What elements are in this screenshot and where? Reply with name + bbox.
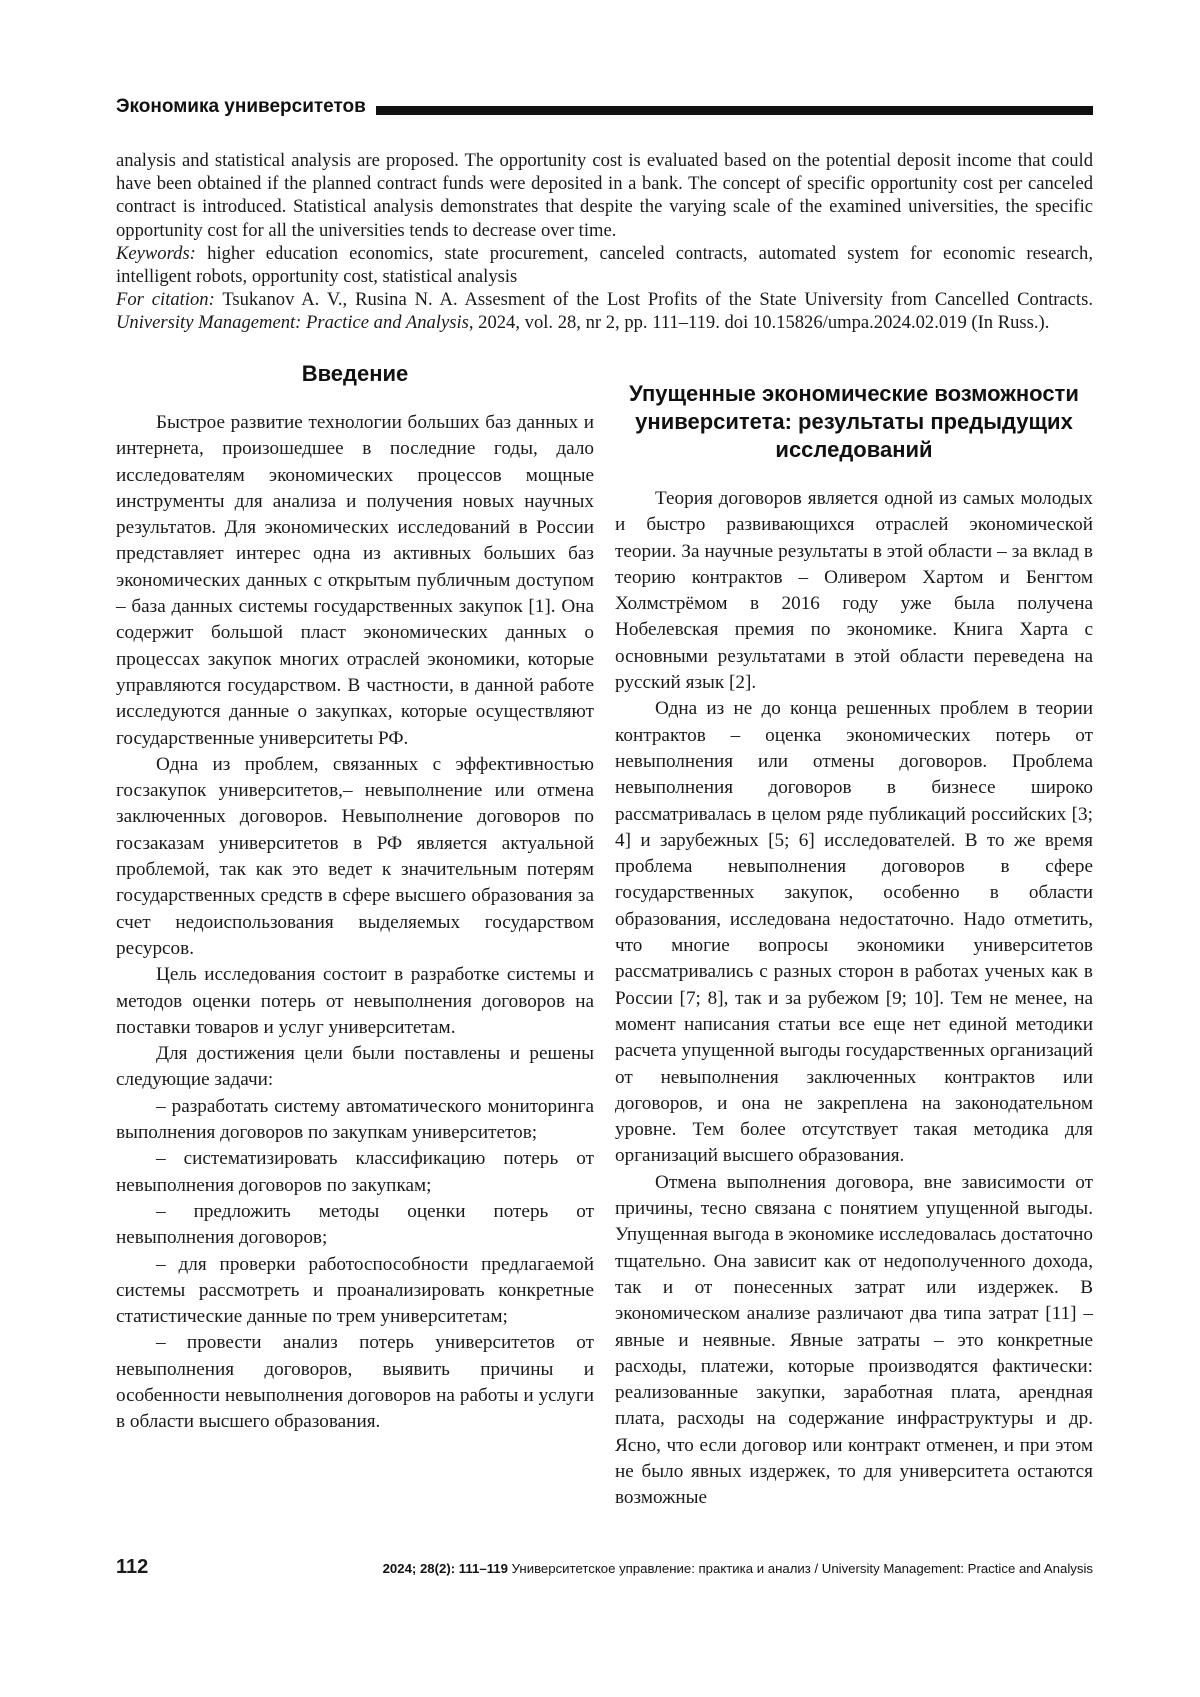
list-item: – систематизировать классификацию потерь от невыполнения договоров по закупкам; [116, 1148, 594, 1196]
left-column [116, 360, 594, 1436]
page-footer [116, 1556, 1093, 1579]
header-rule [376, 106, 1093, 115]
paragraph: Одна из не до конца решенных проблем в теории контрактов – оценка экономических потерь от невыполнения или отмены договоров. Проблема невыполнения договоров в бизнесе широко рассматривалась в целом ряде публикаций российских [3; 4] и зарубежных [5; 6] исследователей. В то же время проблема невыполнения договоров в сфере государственных закупок, особенно в области образования, исследована недостаточно. Надо отметить, что многие вопросы экономики университетов рассматривались с разных сторон в работах ученых как в России [7; 8], так и за рубежом [9; 10]. Тем не менее, на момент написания статьи все еще нет единой методики расчета упущенной выгоды государственных организаций от невыполнения заключенных контрактов или договоров, и она не закреплена на законодательном уровне. Тем более отсутствует такая методика для организаций высшего образования. [615, 698, 1093, 1167]
citation-line [116, 288, 1093, 334]
section-title: Экономика университетов [116, 96, 366, 117]
right-column [615, 380, 1093, 1512]
abstract-text: analysis and statistical analysis are proposed. The opportunity cost is evaluated based on the potential deposit income that could have been obtained if the planned contract funds were deposited in a bank. The concept of specific opportunity cost per canceled contract is introduced. Statistical analysis demonstrates that despite the varying scale of the examined universities, the specific opportunity cost for all the universities tends to decrease over time. [116, 150, 1093, 241]
citation-rest: , 2024, vol. 28, nr 2, pp. 111–119. doi 10.15826/umpa.2024.02.019 (In Russ.). [468, 312, 1050, 334]
citation-label: For citation: [116, 289, 215, 311]
paragraph: Для достижения цели были поставлены и решены следующие задачи: [116, 1043, 594, 1091]
citation-authors: Tsukanov A. V., Rusina N. A. Assesment of the Lost Profits of the State University from Cancelled Contracts. [214, 289, 1093, 311]
keywords-text: higher education economics, state procurement, canceled contracts, automated system for economic research, intelligent robots, opportunity cost, statistical analysis [116, 242, 1093, 288]
paragraph: Цель исследования состоит в разработке системы и методов оценки потерь от невыполнения договоров на поставки товаров и услуг университетам. [116, 964, 594, 1038]
paragraph: Теория договоров является одной из самых молодых и быстро развивающихся отраслей экономической теории. За научные результаты в этой области – за вклад в теорию контрактов – Оливером Хартом и Бенгтом Холмстрёмом в 2016 году уже была получена Нобелевская премия по экономике. Книга Харта с основными результатами в этой области переведена на русский язык [2]. [615, 488, 1093, 694]
list-item: – для проверки работоспособности предлагаемой системы рассмотреть и проанализировать конкретные статистические данные по трем университетам; [116, 1253, 594, 1328]
issue-info: 2024; 28(2): 111–119 [382, 1561, 508, 1576]
section-heading-previous-research: Упущенные экономические возможности университета: результаты предыдущих исследований [629, 381, 1079, 462]
list-item: – разработать систему автоматического мониторинга выполнения договоров по закупкам университетов; [116, 1095, 594, 1144]
page-number: 112 [116, 1556, 149, 1578]
paragraph: Одна из проблем, связанных с эффективностью госзакупок университетов,– невыполнение или отмена заключенных договоров. Невыполнение договоров по госзаказам университетов в РФ является актуальной проблемой, так как это ведет к значительным потерям государственных средств в сфере высшего образования за счет недоиспользования выделяемых государством ресурсов. [116, 753, 594, 959]
citation-journal: University Management: Practice and Analysis [116, 312, 469, 334]
paragraph: Быстрое развитие технологии больших баз данных и интернета, произошедшее в последние годы, дало исследователям экономических процессов мощные инструменты для анализа и получения новых научных результатов. Для экономических исследований в России представляет интерес одна из активных больших баз экономических данных с открытым публичным доступом – база данных системы государственных закупок [1]. Она содержит большой пласт экономических данных о процессах закупок многих отраслей экономики, которые управляются государством. В частности, в данной работе исследуются данные о закупках, которые осуществляют государственные университеты РФ. [116, 412, 594, 749]
keywords-label: Keywords: [116, 242, 196, 264]
journal-name: Университетское управление: практика и анализ / University Management: Practice and Analysis [507, 1561, 1093, 1576]
list-item: – предложить методы оценки потерь от невыполнения договоров; [116, 1200, 594, 1249]
journal-info [383, 1561, 1093, 1576]
paragraph: Отмена выполнения договора, вне зависимости от причины, тесно связана с понятием упущенной выгоды. Упущенная выгода в экономике исследовалась достаточно тщательно. Она зависит как от недополученного дохода, так и от понесенных затрат или издержек. В экономическом анализе различают два типа затрат [11] – явные и неявные. Явные затраты – это конкретные расходы, платежи, которые производятся фактически: реализованные закупки, заработная плата, арендная плата, расходы на содержание инфраструктуры и др. Ясно, что если договор или контракт отменен, и при этом не было явных издержек, то для университета остаются возможные [615, 1171, 1093, 1509]
running-head [116, 94, 1093, 120]
list-item: – провести анализ потерь университетов от невыполнения договоров, выявить причины и особенности невыполнения договоров на работы и услуги в области высшего образования. [116, 1332, 594, 1433]
keywords-line [116, 242, 1093, 288]
section-heading-introduction: Введение [301, 361, 409, 386]
abstract-block [116, 149, 1093, 335]
